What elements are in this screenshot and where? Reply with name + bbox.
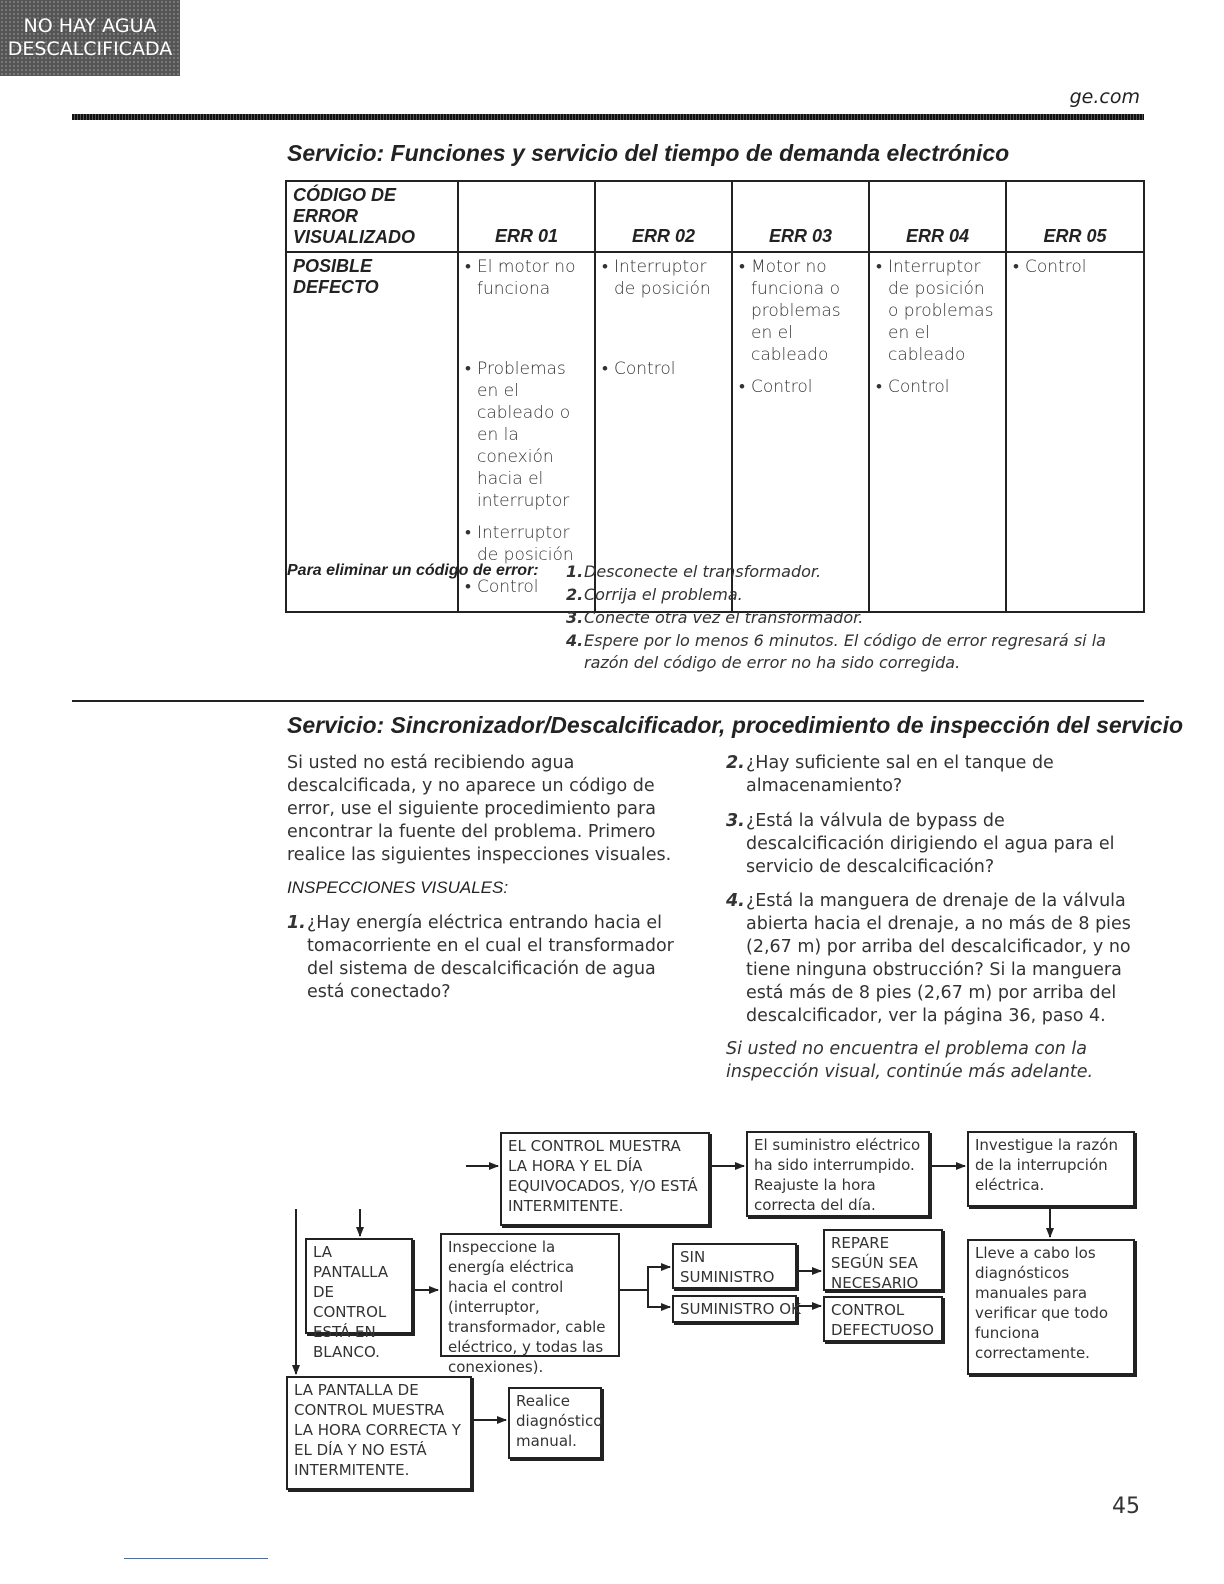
- manual-diagnostics-box: Lleve a cabo los diagnósticos manuales para verificar que todo funciona correctamente.: [967, 1239, 1135, 1375]
- section1-title: Servicio: Funciones y servicio del tiempo de demanda electrónico: [287, 140, 1010, 166]
- code-err05: ERR 05: [1006, 181, 1144, 252]
- code-err02: ERR 02: [595, 181, 732, 252]
- code-err01: ERR 01: [458, 181, 595, 252]
- question-text: ¿Está la válvula de bypass de descalcificación dirigiendo el agua para el servicio de descalcificación?: [746, 811, 1115, 877]
- defect-text: Control: [477, 577, 539, 597]
- question-number: 2.: [726, 753, 745, 773]
- intro-paragraph: Si usted no está recibiendo agua descalcificada, y no aparece un código de error, use el siguiente procedimiento para encontrar la fuente del problema. Primero realice las siguientes inspecciones visuales.: [287, 753, 672, 865]
- continue-note: Si usted no encuentra el problema con la inspección visual, continúe más adelante.: [726, 1039, 1094, 1082]
- bullet: •: [465, 577, 471, 597]
- bullet: •: [739, 377, 745, 397]
- bullet: •: [739, 257, 745, 277]
- page-number: 45: [1112, 1494, 1140, 1519]
- no-supply-box: SIN SUMINISTRO: [672, 1243, 797, 1289]
- question-number: 3.: [726, 811, 745, 831]
- defect-text: El motor no funciona: [477, 257, 576, 299]
- step-number: 4.: [566, 631, 584, 650]
- site-url: ge.com: [1069, 86, 1140, 108]
- question-text: ¿Hay energía eléctrica entrando hacia el tomacorriente en el cual el transformador del sistema de descalcificación de agua está conectado?: [307, 913, 674, 1002]
- step-number: 2.: [566, 585, 584, 604]
- arrow-to-supplyok: [648, 1290, 670, 1307]
- defect-text: Motor no funciona o problemas en el cableado: [751, 257, 841, 365]
- power-interrupted-box: El suministro eléctrico ha sido interrumpido. Reajuste la hora correcta del día.: [746, 1131, 930, 1217]
- row-label: POSIBLE DEFECTO: [286, 252, 458, 612]
- defect-text: Control: [888, 377, 950, 397]
- question-number: 4.: [726, 891, 745, 911]
- bullet: •: [602, 359, 608, 379]
- defect-text: Interruptor de posición o problemas en el cableado: [888, 257, 994, 365]
- blank-display-box: LA PANTALLA DE CONTROL ESTÁ EN BLANCO.: [305, 1238, 413, 1334]
- step-text: Conecte otra vez el transformador.: [584, 608, 864, 627]
- step-text: Desconecte el transformador.: [584, 562, 822, 581]
- code-err04: ERR 04: [869, 181, 1006, 252]
- bad-control-box: CONTROL DEFECTUOSO: [823, 1296, 943, 1342]
- header-label: CÓDIGO DE ERROR VISUALIZADO: [286, 181, 458, 252]
- display-correct-box: LA PANTALLA DE CONTROL MUESTRA LA HORA CORRECTA Y EL DÍA Y NO ESTÁ INTERMITENTE.: [286, 1376, 472, 1490]
- defect-text: Control: [614, 359, 676, 379]
- control-wrong-time-box: EL CONTROL MUESTRA LA HORA Y EL DÍA EQUIVOCADOS, Y/O ESTÁ INTERMITENTE.: [500, 1132, 710, 1226]
- step-number: 1.: [566, 562, 584, 581]
- repair-box: REPARE SEGÚN SEA NECESARIO: [823, 1229, 943, 1291]
- bullet: •: [465, 359, 471, 379]
- step-number: 3.: [566, 608, 584, 627]
- question-number: 1.: [287, 913, 306, 933]
- inspect-power-box: Inspeccione la energía eléctrica hacia el control (interruptor, transformador, cable eléctrico, y todas las conexiones).: [440, 1233, 620, 1357]
- do-manual-box: Realice diagnóstico manual.: [508, 1387, 602, 1459]
- bullet: •: [876, 377, 882, 397]
- question-text: ¿Está la manguera de drenaje de la válvula abierta hacia el drenaje, a no más de 8 pies (2,67 m) por arriba del descalcificador, y no tiene ninguna obstrucción? Si la manguera está más de 8 pies (2,67 m) por arriba del descalcificador, ver la página 36, paso 4.: [746, 891, 1131, 1026]
- bullet: •: [876, 257, 882, 277]
- defect-text: Control: [1025, 257, 1087, 277]
- removal-label: Para eliminar un código de error:: [287, 562, 539, 579]
- bullet: •: [1013, 257, 1019, 277]
- bullet: •: [602, 257, 608, 277]
- bullet: •: [465, 257, 471, 277]
- footer-line: [124, 1558, 268, 1559]
- supply-ok-box: SUMINISTRO OK: [672, 1295, 797, 1323]
- step-text: Espere por lo menos 6 minutos. El código de error regresará si la razón del código de error no ha sido corregida.: [584, 631, 1106, 672]
- question-text: ¿Hay suficiente sal en el tanque de almacenamiento?: [746, 753, 1054, 796]
- code-err03: ERR 03: [732, 181, 869, 252]
- visual-inspections-title: INSPECCIONES VISUALES:: [287, 878, 509, 897]
- arrow-to-nosupply: [648, 1267, 670, 1290]
- defect-text: Interruptor de posición: [614, 257, 711, 299]
- defect-text: Control: [751, 377, 813, 397]
- defect-text: Interruptor de posición: [477, 523, 574, 565]
- start-label: NO HAY AGUA DESCALCIFICADA: [7, 15, 173, 60]
- investigate-box: Investigue la razón de la interrupción eléctrica.: [967, 1131, 1135, 1207]
- section2-title: Servicio: Sincronizador/Descalcificador, procedimiento de inspección del servicio: [287, 712, 1184, 738]
- step-text: Corrija el problema.: [584, 585, 743, 604]
- defect-text: Problemas en el cableado o en la conexión hacia el interruptor: [477, 359, 571, 511]
- bullet: •: [465, 523, 471, 543]
